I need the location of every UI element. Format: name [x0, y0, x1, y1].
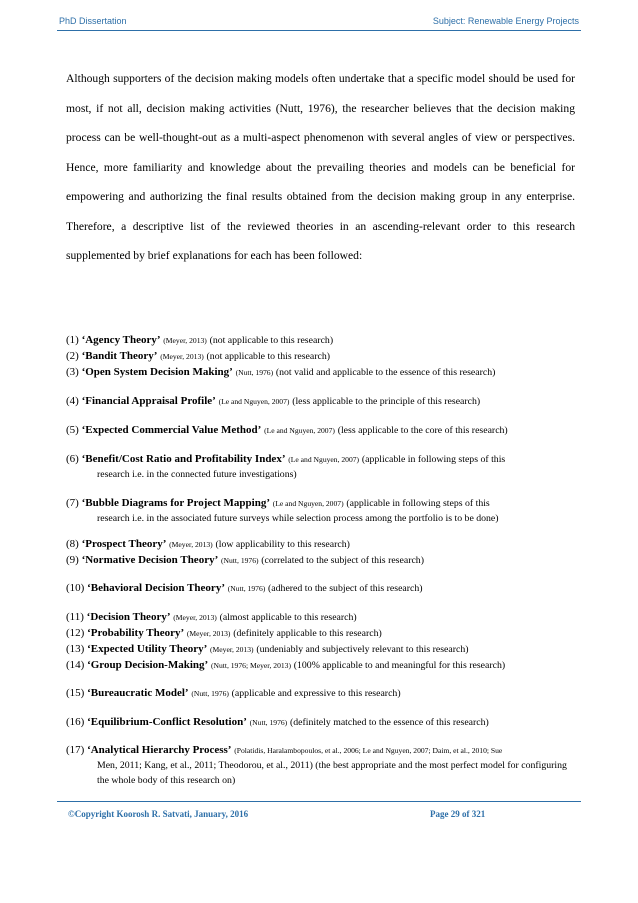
- item-number: (12): [66, 627, 85, 639]
- item-continuation: research i.e. in the associated future surveys while selection process among the portfolio is to be done): [97, 513, 499, 524]
- item-citation: (Nutt, 1976): [191, 689, 229, 698]
- item-title: ‘Benefit/Cost Ratio and Profitability Index’: [81, 453, 286, 465]
- item-note: (less applicable to the core of this research): [337, 425, 508, 436]
- list-item: [66, 658, 505, 673]
- list-item: [66, 496, 578, 526]
- list-item: [66, 365, 495, 380]
- item-title: ‘Prospect Theory’: [81, 538, 167, 550]
- item-note: (definitely matched to the essence of this research): [289, 717, 489, 728]
- item-title: ‘Agency Theory’: [81, 334, 161, 346]
- item-continuation: research i.e. in the connected future investigations): [97, 469, 297, 480]
- item-title: ‘Bureaucratic Model’: [87, 687, 189, 699]
- list-item: [66, 553, 424, 568]
- item-note: (undeniably and subjectively relevant to this research): [256, 644, 469, 655]
- item-number: (4): [66, 395, 79, 407]
- item-number: (9): [66, 554, 79, 566]
- item-title: ‘Bubble Diagrams for Project Mapping’: [81, 497, 270, 509]
- list-item: [66, 743, 578, 788]
- list-item: [66, 581, 423, 596]
- list-item: [66, 642, 469, 657]
- item-title: ‘Behavioral Decision Theory’: [87, 582, 225, 594]
- item-note: (100% applicable to and meaningful for this research): [293, 660, 506, 671]
- list-item: [66, 333, 333, 348]
- item-note: (not valid and applicable to the essence of this research): [275, 367, 496, 378]
- item-title: ‘Decision Theory’: [86, 611, 171, 623]
- item-number: (2): [66, 350, 79, 362]
- item-note: (applicable in following steps of this: [346, 498, 490, 509]
- list-item: [66, 715, 489, 730]
- item-citation: (Nutt, 1976): [249, 718, 288, 727]
- item-citation: (Meyer, 2013): [160, 352, 204, 361]
- item-continuation: Men, 2011; Kang, et al., 2011; Theodorou, et al., 2011) (the best appropriate and the most perfect model for configuring the whole body of this research on): [97, 760, 567, 786]
- item-number: (6): [66, 453, 79, 465]
- item-note: (low applicability to this research): [215, 539, 350, 550]
- list-item: [66, 610, 357, 625]
- item-citation: (Le and Nguyen, 2007): [288, 455, 360, 464]
- header-left: PhD Dissertation: [59, 16, 127, 26]
- item-note: (adhered to the subject of this research): [268, 583, 423, 594]
- item-citation: (Meyer, 2013): [163, 336, 207, 345]
- item-note: (less applicable to the principle of this research): [292, 396, 481, 407]
- item-number: (8): [66, 538, 79, 550]
- list-item: [66, 452, 578, 482]
- footer-page-number: Page 29 of 321: [430, 809, 486, 819]
- item-citation: (Le and Nguyen, 2007): [272, 499, 344, 508]
- item-note: (definitely applicable to this research): [233, 628, 382, 639]
- item-note: (applicable in following steps of this: [361, 454, 506, 465]
- item-number: (10): [66, 582, 85, 594]
- list-item: [66, 423, 508, 438]
- item-number: (13): [66, 643, 85, 655]
- item-title: ‘Probability Theory’: [87, 627, 185, 639]
- item-title: ‘Open System Decision Making’: [81, 366, 233, 378]
- item-citation: (Le and Nguyen, 2007): [264, 426, 335, 435]
- item-number: (7): [66, 497, 79, 509]
- item-number: (11): [66, 611, 84, 623]
- list-item: [66, 626, 382, 641]
- footer-rule: [57, 801, 581, 802]
- item-title: ‘Expected Commercial Value Method’: [81, 424, 262, 436]
- item-note: (applicable and expressive to this research): [231, 688, 401, 699]
- item-citation: (Meyer, 2013): [186, 629, 231, 638]
- item-title: ‘Analytical Hierarchy Process’: [87, 744, 232, 756]
- item-number: (14): [66, 659, 85, 671]
- item-title: ‘Financial Appraisal Profile’: [81, 395, 216, 407]
- item-citation: (Nutt, 1976): [221, 556, 259, 565]
- item-number: (15): [66, 687, 85, 699]
- body-paragraph: Although supporters of the decision making models often undertake that a specific model should be used for most, if not all, decision making activities (Nutt, 1976), the researcher believes that the decision making process can be well-thought-out as a multi-aspect phenomenon with several angles of view or perspectives. Hence, more familiarity and knowledge about the prevailing theories and models can be beneficial for empowering and authorizing the final results obtained from the decision making group in any enterprise. Therefore, a descriptive list of the reviewed theories in an ascending-relevant order to this research supplemented by brief explanations for each has been followed:: [66, 72, 575, 262]
- item-note: (not applicable to this research): [209, 335, 334, 346]
- item-note: (not applicable to this research): [206, 351, 331, 362]
- item-citation: (Nutt, 1976; Meyer, 2013): [210, 661, 291, 670]
- item-number: (5): [66, 424, 79, 436]
- item-number: (3): [66, 366, 79, 378]
- item-title: ‘Group Decision-Making’: [87, 659, 209, 671]
- item-note: (almost applicable to this research): [219, 612, 357, 623]
- item-title: ‘Equilibrium-Conflict Resolution’: [87, 716, 247, 728]
- item-citation: (Polatidis, Haralambopoulos, et al., 2006; Le and Nguyen, 2007; Daim, et al., 2010; Sue: [234, 746, 503, 755]
- item-number: (16): [66, 716, 85, 728]
- item-title: ‘Normative Decision Theory’: [81, 554, 219, 566]
- item-title: ‘Bandit Theory’: [81, 350, 158, 362]
- item-citation: (Meyer, 2013): [169, 540, 213, 549]
- footer-copyright: ©Copyright Koorosh R. Satvati, January, 2016: [68, 809, 249, 819]
- item-citation: (Meyer, 2013): [210, 645, 254, 654]
- list-item: [66, 537, 350, 552]
- page-header: [57, 14, 581, 31]
- item-note: (correlated to the subject of this research): [261, 555, 424, 566]
- list-item: [66, 394, 480, 409]
- item-number: (17): [66, 744, 85, 756]
- header-right: Subject: Renewable Energy Projects: [432, 16, 579, 26]
- list-item: [66, 686, 401, 701]
- item-title: ‘Expected Utility Theory’: [87, 643, 208, 655]
- item-citation: (Nutt, 1976): [235, 368, 274, 377]
- item-citation: (Le and Nguyen, 2007): [218, 397, 290, 406]
- list-item: [66, 349, 330, 364]
- item-number: (1): [66, 334, 79, 346]
- item-citation: (Meyer, 2013): [173, 613, 217, 622]
- item-citation: (Nutt, 1976): [227, 584, 266, 593]
